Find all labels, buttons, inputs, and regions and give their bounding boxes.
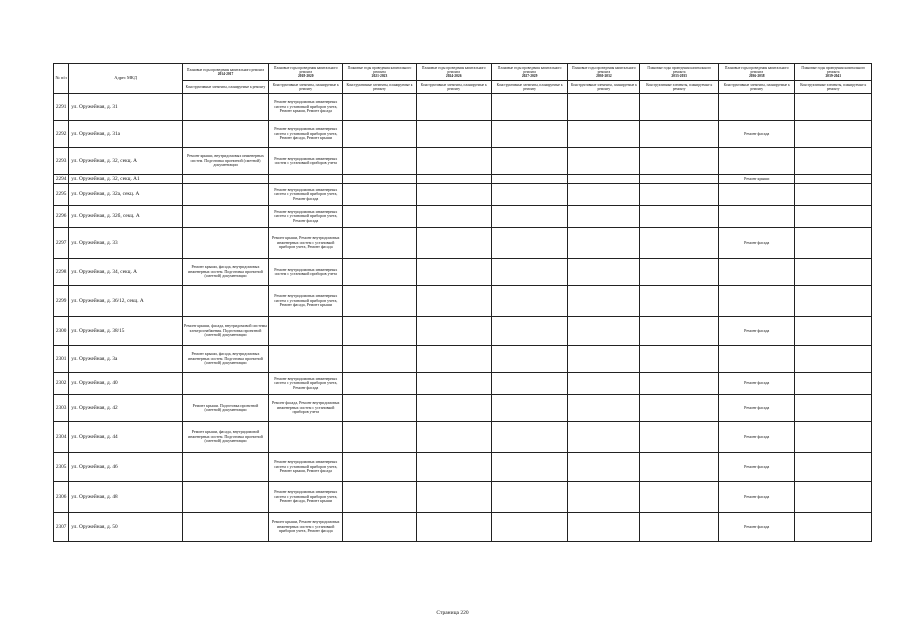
- period-years: 2033-2035: [671, 74, 687, 79]
- repair-elements-cell: [182, 228, 268, 259]
- row-number: 2304: [54, 422, 69, 453]
- repair-elements-cell: [491, 422, 567, 453]
- header-period: [343, 64, 416, 81]
- repair-elements-cell: [416, 395, 491, 422]
- period-title: Плановые годы проведения капитального ремонта: [724, 65, 789, 74]
- row-address: ул. Оружейная, д. 46: [69, 453, 183, 482]
- repair-elements-cell: [182, 513, 268, 542]
- repair-elements-cell: [416, 184, 491, 206]
- repair-elements-cell: Ремонт фасада: [719, 317, 795, 346]
- repair-elements-cell: [182, 286, 268, 317]
- repair-elements-cell: [416, 373, 491, 395]
- repair-elements-cell: Ремонт крыши, внутридомовых инженерных систем. Подготовка проектной (сметной) документации: [182, 148, 268, 175]
- repair-elements-cell: [416, 121, 491, 148]
- repair-elements-cell: [640, 317, 719, 346]
- repair-elements-cell: [568, 148, 640, 175]
- repair-elements-cell: [568, 422, 640, 453]
- row-number: 2292: [54, 121, 69, 148]
- repair-elements-cell: [568, 94, 640, 121]
- repair-elements-cell: [343, 317, 416, 346]
- row-number: 2300: [54, 317, 69, 346]
- repair-elements-cell: [568, 395, 640, 422]
- repair-elements-cell: [640, 513, 719, 542]
- row-address: ул. Оружейная, д. 40: [69, 373, 183, 395]
- repair-elements-cell: [343, 184, 416, 206]
- repair-elements-cell: [416, 422, 491, 453]
- repair-elements-cell: [640, 175, 719, 184]
- header-elements-label: Конструктивные элементы, планируемые к ремонту: [795, 81, 872, 94]
- repair-elements-cell: [795, 175, 872, 184]
- repair-elements-cell: [795, 121, 872, 148]
- header-period: [269, 64, 343, 81]
- repair-elements-cell: [719, 259, 795, 286]
- repair-elements-cell: [269, 422, 343, 453]
- repair-elements-cell: [795, 373, 872, 395]
- repair-elements-cell: [491, 94, 567, 121]
- repair-elements-cell: Ремонт внутридомовых инженерных систем с установкой приборов учета, Ремонт фасада: [269, 373, 343, 395]
- repair-elements-cell: Ремонт фасада: [719, 228, 795, 259]
- repair-elements-cell: [795, 286, 872, 317]
- repair-elements-cell: Ремонт крыши, фасада, внутридомовых инженерных систем. Подготовка проектной (сметной) документации: [182, 259, 268, 286]
- repair-elements-cell: [640, 94, 719, 121]
- repair-elements-cell: [343, 346, 416, 373]
- repair-elements-cell: [795, 206, 872, 228]
- row-number: 2307: [54, 513, 69, 542]
- repair-elements-cell: [491, 317, 567, 346]
- period-years: 2014-2017: [217, 72, 234, 76]
- repair-elements-cell: Ремонт фасада: [719, 482, 795, 513]
- repair-elements-cell: [640, 184, 719, 206]
- row-number: 2296: [54, 206, 69, 228]
- header-row-periods: [54, 64, 872, 81]
- header-period: [491, 64, 567, 81]
- header-period: [719, 64, 795, 81]
- period-years: 2021-2023: [371, 74, 388, 79]
- repair-elements-cell: [795, 513, 872, 542]
- repair-elements-cell: [568, 206, 640, 228]
- repair-elements-cell: [491, 513, 567, 542]
- repair-elements-cell: [795, 395, 872, 422]
- repair-elements-cell: Ремонт фасада, Ремонт внутридомовых инженерных систем с установкой приборов учета: [269, 395, 343, 422]
- header-period: [416, 64, 491, 81]
- repair-elements-cell: Ремонт внутридомовых инженерных систем с установкой приборов учета, Ремонт фасада, Ремонт крыши: [269, 482, 343, 513]
- table-row: [54, 395, 872, 422]
- repair-elements-cell: [795, 148, 872, 175]
- repair-elements-cell: [491, 148, 567, 175]
- repair-elements-cell: [269, 175, 343, 184]
- header-elements-label: Конструктивные элементы, планируемые к ремонту: [640, 81, 719, 94]
- repair-elements-cell: [416, 259, 491, 286]
- header-elements-label: Конструктивные элементы, планируемые к ремонту: [491, 81, 567, 94]
- period-title: Плановые годы проведения капитального ремонта: [571, 65, 636, 74]
- header-elements-label: Конструктивные элементы, планируемые к ремонту: [416, 81, 491, 94]
- header-elements-label: Конструктивные элементы, планируемые к ремонту: [182, 81, 268, 94]
- repair-elements-cell: [491, 206, 567, 228]
- repair-elements-cell: [568, 184, 640, 206]
- row-number: 2303: [54, 395, 69, 422]
- repair-elements-cell: [568, 453, 640, 482]
- repair-elements-cell: [182, 453, 268, 482]
- period-title: Плановые годы проведения капитального ремонта: [497, 65, 562, 74]
- header-index: № п/п: [54, 64, 69, 94]
- repair-elements-cell: [491, 346, 567, 373]
- row-number: 2293: [54, 148, 69, 175]
- repair-elements-cell: [719, 148, 795, 175]
- repair-elements-cell: [795, 482, 872, 513]
- repair-elements-cell: [343, 175, 416, 184]
- repair-elements-cell: [795, 94, 872, 121]
- row-address: ул. Оружейная, д. 48: [69, 482, 183, 513]
- table-row: [54, 453, 872, 482]
- repair-elements-cell: Ремонт крыши. Подготовка проектной (сметной) документации: [182, 395, 268, 422]
- row-address: ул. Оружейная, д. 44: [69, 422, 183, 453]
- repair-elements-cell: [416, 317, 491, 346]
- table-row: [54, 94, 872, 121]
- row-address: ул. Оружейная, д. 32, секц. А: [69, 148, 183, 175]
- repair-elements-cell: [182, 206, 268, 228]
- repair-elements-cell: [491, 482, 567, 513]
- repair-elements-cell: [795, 422, 872, 453]
- period-title: Плановые годы проведения капитального ремонта: [347, 65, 412, 74]
- repair-elements-cell: [640, 206, 719, 228]
- table-row: [54, 482, 872, 513]
- repair-elements-cell: Ремонт внутридомовых инженерных систем с установкой приборов учета, Ремонт фасада: [269, 206, 343, 228]
- repair-elements-cell: Ремонт фасада: [719, 121, 795, 148]
- table-row: [54, 148, 872, 175]
- repair-elements-cell: [719, 346, 795, 373]
- row-address: ул. Оружейная, д. 33: [69, 228, 183, 259]
- repair-elements-cell: [182, 175, 268, 184]
- period-years: 2039-2041: [825, 74, 842, 79]
- row-address: ул. Оружейная, д. 34, секц. А: [69, 259, 183, 286]
- repair-elements-cell: [416, 286, 491, 317]
- header-elements-label: Конструктивные элементы, планируемые к ремонту: [269, 81, 343, 94]
- repair-elements-cell: [491, 286, 567, 317]
- repair-elements-cell: [719, 206, 795, 228]
- repair-elements-cell: [640, 373, 719, 395]
- repair-elements-cell: Ремонт крыши, фасада, внутридомовых инженерных систем. Подготовка проектной (сметной) документации: [182, 346, 268, 373]
- repair-elements-cell: [343, 513, 416, 542]
- repair-elements-cell: [182, 121, 268, 148]
- repair-elements-cell: Ремонт фасада: [719, 513, 795, 542]
- repair-elements-cell: [640, 482, 719, 513]
- repair-elements-cell: [416, 228, 491, 259]
- repair-elements-cell: [416, 513, 491, 542]
- row-number: 2301: [54, 346, 69, 373]
- repair-elements-cell: [182, 184, 268, 206]
- repair-elements-cell: Ремонт внутридомовых инженерных систем с установкой приборов учета: [269, 148, 343, 175]
- period-title: Плановые годы проведения капитального ремонта: [186, 67, 265, 72]
- table-row: [54, 317, 872, 346]
- repair-elements-cell: [568, 259, 640, 286]
- repair-elements-cell: Ремонт крыши, фасада, внутридомовой инженерных систем. Подготовка проектной (сметной) документации: [182, 422, 268, 453]
- repair-elements-cell: Ремонт внутридомовых инженерных систем с установкой приборов учета, Ремонт крыши, Ремонт фасада: [269, 94, 343, 121]
- repair-elements-cell: [568, 373, 640, 395]
- repair-elements-cell: [719, 184, 795, 206]
- row-address: ул. Оружейная, д. 31а: [69, 121, 183, 148]
- row-address: ул. Оружейная, д. 50: [69, 513, 183, 542]
- repair-elements-cell: [640, 286, 719, 317]
- row-address: ул. Оружейная, д. 32а, секц. А: [69, 184, 183, 206]
- repair-elements-cell: [182, 94, 268, 121]
- row-number: 2306: [54, 482, 69, 513]
- header-period: [182, 64, 268, 81]
- repair-elements-cell: [568, 346, 640, 373]
- repair-elements-cell: [416, 206, 491, 228]
- repair-elements-cell: [568, 121, 640, 148]
- header-elements-label: Конструктивные элементы, планируемые к ремонту: [568, 81, 640, 94]
- repair-elements-cell: [795, 317, 872, 346]
- repair-elements-cell: [491, 373, 567, 395]
- table-body: [54, 94, 872, 542]
- repair-elements-cell: [491, 121, 567, 148]
- table-row: [54, 228, 872, 259]
- repair-elements-cell: [343, 422, 416, 453]
- period-title: Плановые годы проведения капитального ремонта: [647, 65, 712, 74]
- repair-elements-cell: [416, 482, 491, 513]
- row-number: 2305: [54, 453, 69, 482]
- repair-elements-cell: [568, 175, 640, 184]
- repair-elements-cell: [795, 184, 872, 206]
- repair-elements-cell: [343, 286, 416, 317]
- table-row: [54, 121, 872, 148]
- repair-elements-cell: [491, 453, 567, 482]
- repair-elements-cell: Ремонт фасада: [719, 422, 795, 453]
- capital-repair-schedule-table: [53, 63, 872, 542]
- repair-elements-cell: [640, 453, 719, 482]
- row-number: 2291: [54, 94, 69, 121]
- repair-elements-cell: [795, 346, 872, 373]
- repair-elements-cell: [269, 317, 343, 346]
- period-title: Плановые годы проведения капитального ремонта: [801, 65, 866, 74]
- repair-elements-cell: [640, 121, 719, 148]
- repair-elements-cell: [640, 395, 719, 422]
- row-address: ул. Оружейная, д. 31: [69, 94, 183, 121]
- repair-elements-cell: [640, 259, 719, 286]
- header-period: [640, 64, 719, 81]
- row-address: ул. Оружейная, д. 32, секц. А1: [69, 175, 183, 184]
- repair-elements-cell: [182, 373, 268, 395]
- repair-elements-cell: [568, 286, 640, 317]
- table-row: [54, 346, 872, 373]
- header-period: [568, 64, 640, 81]
- repair-elements-cell: [640, 346, 719, 373]
- repair-elements-cell: [719, 94, 795, 121]
- table-row: [54, 286, 872, 317]
- repair-elements-cell: Ремонт фасада: [719, 373, 795, 395]
- period-title: Плановые годы проведения капитального ремонта: [421, 65, 486, 74]
- repair-elements-cell: [491, 184, 567, 206]
- repair-elements-cell: [568, 513, 640, 542]
- repair-elements-cell: [416, 148, 491, 175]
- header-period: [795, 64, 872, 81]
- row-number: 2302: [54, 373, 69, 395]
- repair-elements-cell: Ремонт крыши: [719, 175, 795, 184]
- repair-elements-cell: [568, 317, 640, 346]
- repair-elements-cell: Ремонт крыши, Ремонт внутридомовых инженерных систем с установкой приборов учета, Ремонт фасада: [269, 228, 343, 259]
- row-number: 2299: [54, 286, 69, 317]
- repair-elements-cell: [416, 94, 491, 121]
- repair-elements-cell: [640, 148, 719, 175]
- table-row: [54, 206, 872, 228]
- row-number: 2297: [54, 228, 69, 259]
- repair-elements-cell: [491, 259, 567, 286]
- repair-elements-cell: Ремонт внутридомовых инженерных систем с установкой приборов учета, Ремонт фасада, Ремонт крыши: [269, 286, 343, 317]
- repair-elements-cell: [343, 148, 416, 175]
- repair-elements-cell: [343, 373, 416, 395]
- row-number: 2298: [54, 259, 69, 286]
- repair-elements-cell: Ремонт фасада: [719, 453, 795, 482]
- repair-elements-cell: [343, 206, 416, 228]
- header-address: Адрес МКД: [69, 64, 183, 94]
- repair-elements-cell: Ремонт внутридомовых инженерных систем с установкой приборов учета, Ремонт фасада: [269, 184, 343, 206]
- repair-elements-cell: Ремонт фасада: [719, 395, 795, 422]
- repair-elements-cell: [795, 259, 872, 286]
- period-years: 2024-2026: [445, 74, 462, 79]
- repair-elements-cell: [343, 94, 416, 121]
- repair-elements-cell: Ремонт внутридомовых инженерных систем с установкой приборов учета, Ремонт крыши, Ремонт фасада: [269, 453, 343, 482]
- repair-elements-cell: [343, 482, 416, 513]
- row-address: ул. Оружейная, д. 42: [69, 395, 183, 422]
- repair-elements-cell: [416, 175, 491, 184]
- repair-elements-cell: [568, 482, 640, 513]
- header-elements-label: Конструктивные элементы, планируемые к ремонту: [719, 81, 795, 94]
- table-row: [54, 259, 872, 286]
- row-address: ул. Оружейная, д. 36/12, секц. А: [69, 286, 183, 317]
- period-years: 2036-2038: [748, 74, 765, 79]
- repair-elements-cell: [343, 453, 416, 482]
- period-years: 2018-2020: [297, 74, 314, 79]
- repair-elements-cell: [343, 121, 416, 148]
- row-number: 2294: [54, 175, 69, 184]
- repair-elements-cell: [416, 453, 491, 482]
- period-title: Плановые годы проведения капитального ремонта: [273, 65, 338, 74]
- table-row: [54, 184, 872, 206]
- table-row: [54, 373, 872, 395]
- header-elements-label: Конструктивные элементы, планируемые к ремонту: [343, 81, 416, 94]
- repair-elements-cell: [269, 346, 343, 373]
- row-address: ул. Оружейная, д. 38/15: [69, 317, 183, 346]
- table-row: [54, 422, 872, 453]
- repair-elements-cell: [795, 453, 872, 482]
- repair-elements-cell: [343, 228, 416, 259]
- repair-elements-cell: Ремонт внутридомовых инженерных систем с установкой приборов учета, Ремонт фасада, Ремонт крыши: [269, 121, 343, 148]
- repair-elements-cell: [719, 286, 795, 317]
- table-row: [54, 175, 872, 184]
- row-address: ул. Оружейная, д. 32б, секц. А: [69, 206, 183, 228]
- row-address: ул. Оружейная, д. 3а: [69, 346, 183, 373]
- repair-elements-cell: [182, 482, 268, 513]
- repair-elements-cell: [568, 228, 640, 259]
- repair-elements-cell: [491, 175, 567, 184]
- period-years: 2027-2029: [521, 74, 538, 79]
- repair-elements-cell: [343, 395, 416, 422]
- period-years: 2030-2032: [596, 74, 612, 79]
- repair-elements-cell: [491, 395, 567, 422]
- table-row: [54, 513, 872, 542]
- page-number: Страница 220: [436, 610, 469, 616]
- repair-elements-cell: [795, 228, 872, 259]
- repair-elements-cell: [491, 228, 567, 259]
- repair-elements-cell: [416, 346, 491, 373]
- row-number: 2295: [54, 184, 69, 206]
- repair-elements-cell: [640, 422, 719, 453]
- repair-elements-cell: [343, 259, 416, 286]
- repair-elements-cell: Ремонт крыши, Ремонт внутридомовых инженерных систем с установкой приборов учета, Ремонт фасада: [269, 513, 343, 542]
- repair-elements-cell: [640, 228, 719, 259]
- repair-elements-cell: Ремонт крыши, фасада, внутридомовой системы электроснабжения. Подготовка проектной (сметной) документации: [182, 317, 268, 346]
- repair-elements-cell: Ремонт внутридомовых инженерных систем с установкой приборов учета: [269, 259, 343, 286]
